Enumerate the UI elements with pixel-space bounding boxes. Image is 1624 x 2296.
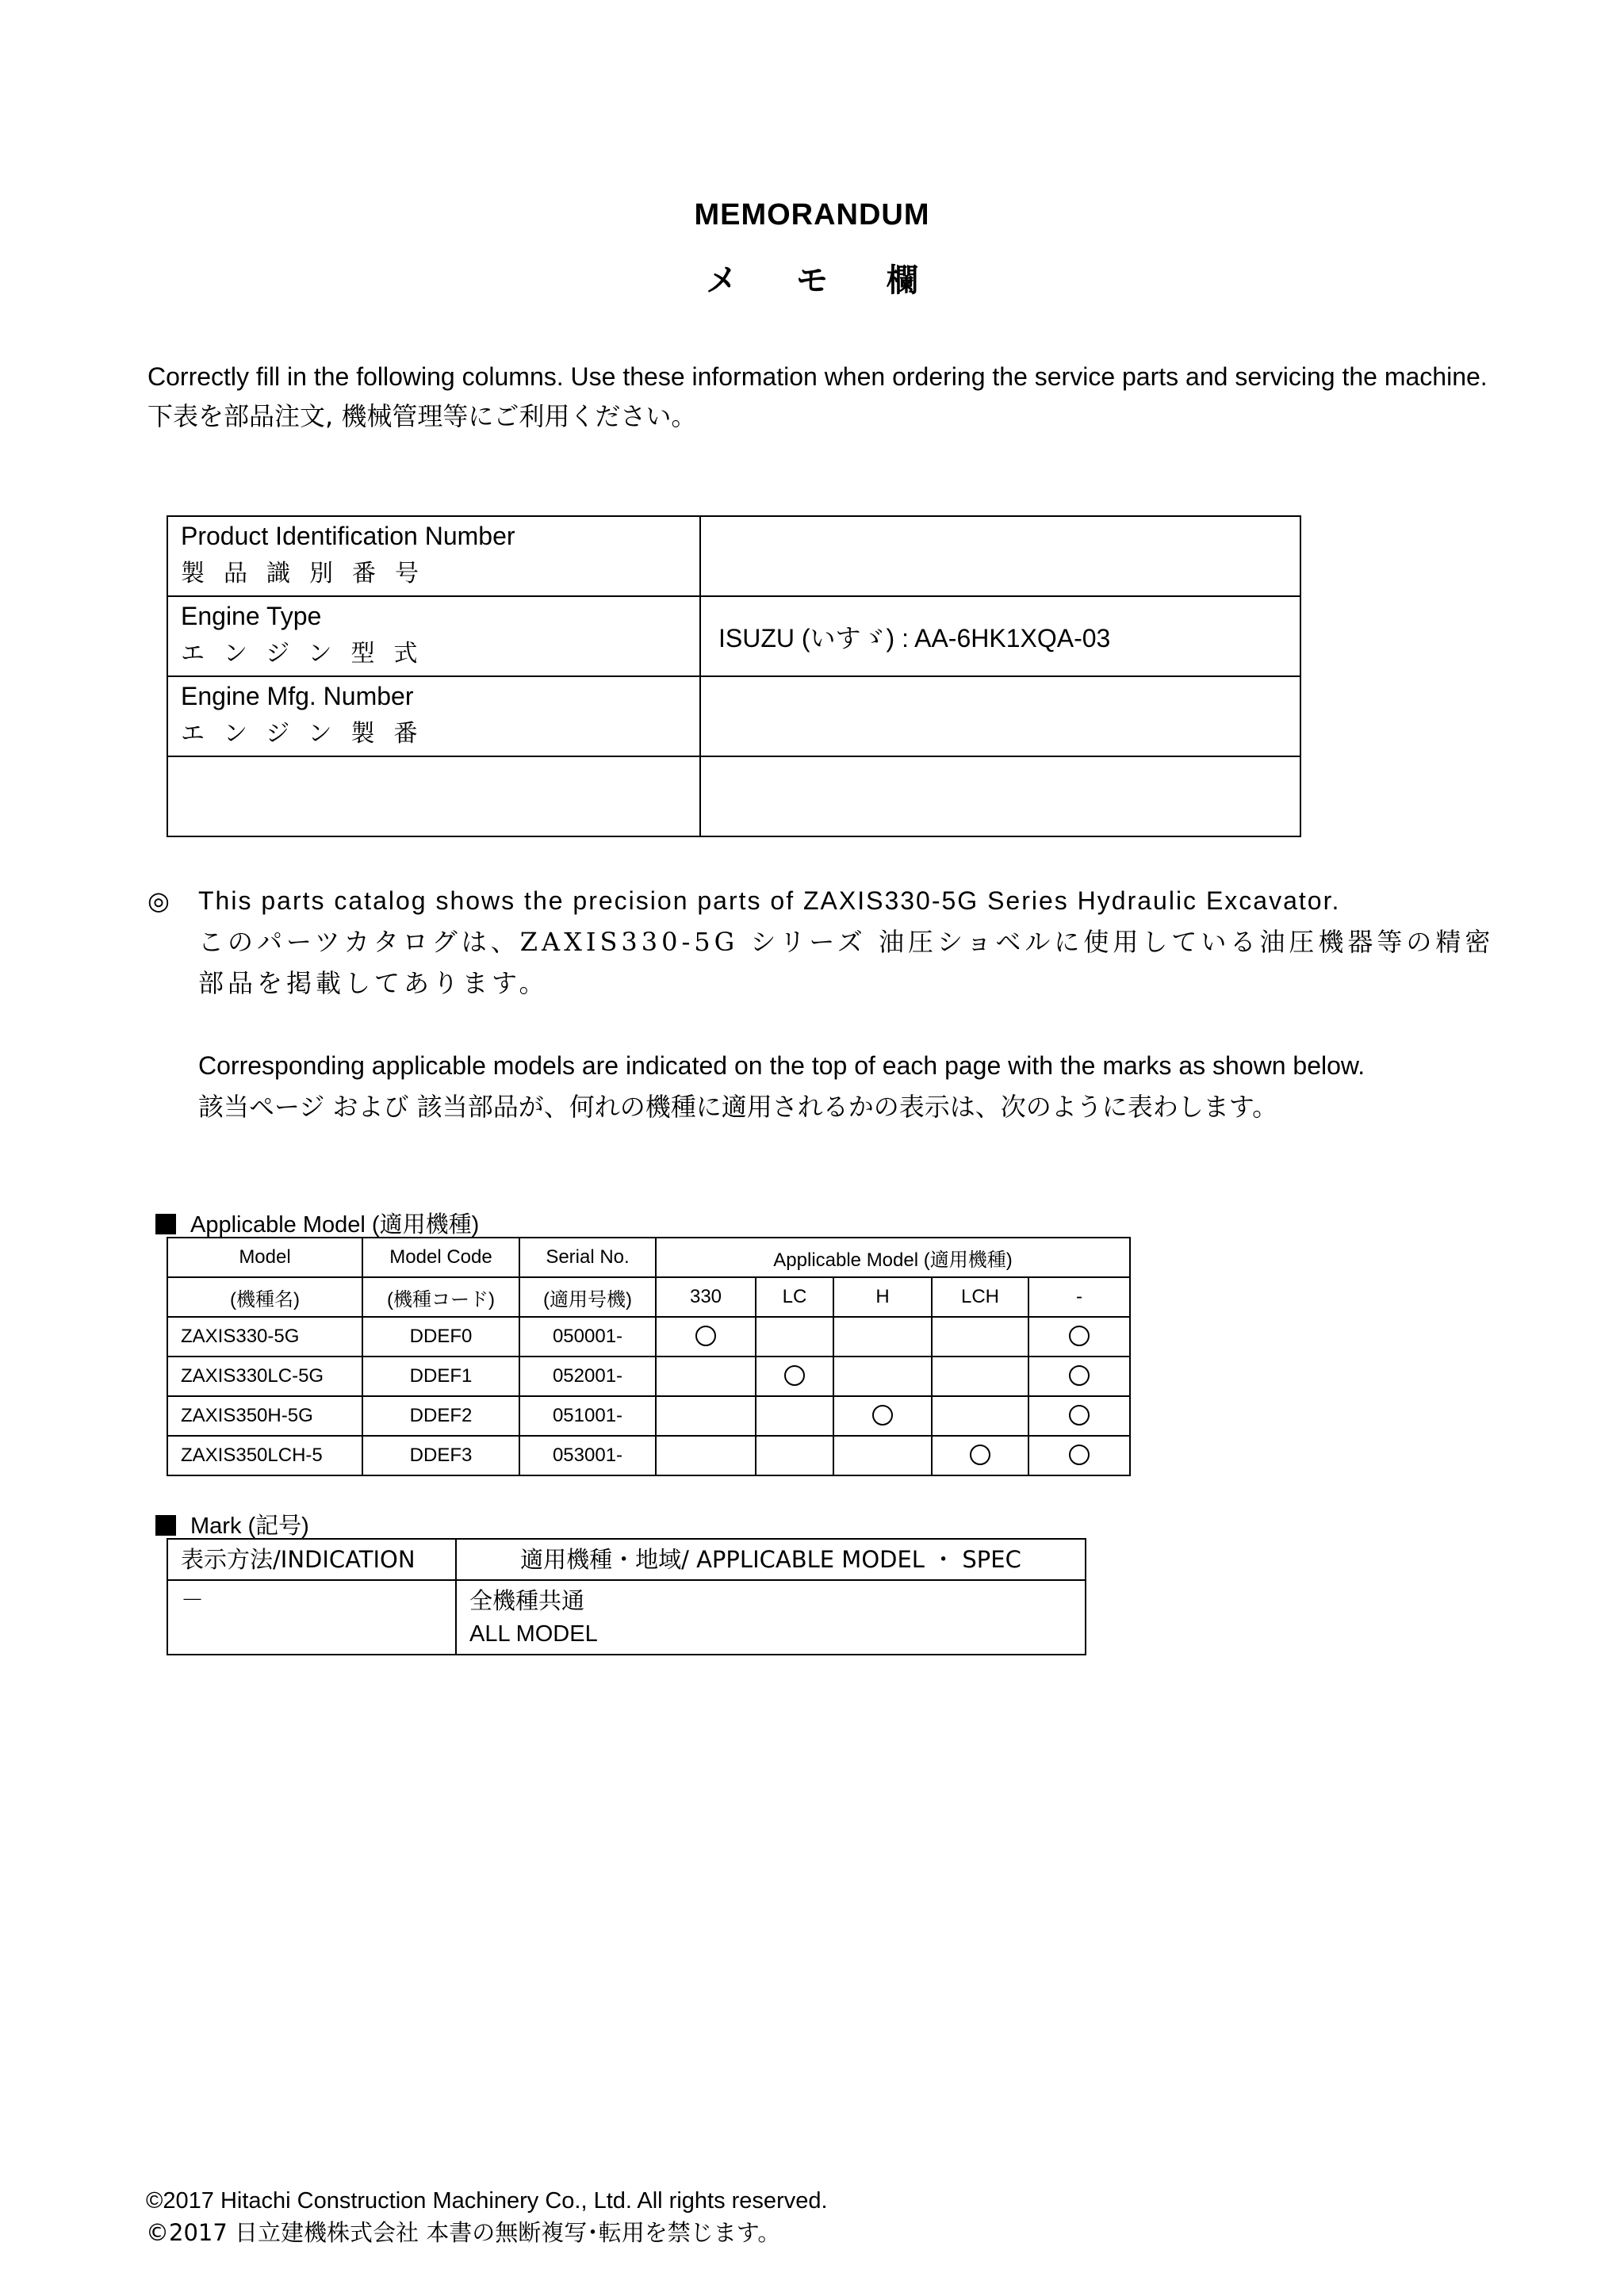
blank-label [167,756,700,836]
circle-mark-icon [970,1445,990,1465]
heading-text: Applicable Model (適用機種) [190,1212,480,1238]
col-code: Model Code [362,1238,519,1277]
cell-mark [1028,1396,1130,1436]
product-id-label [167,516,700,596]
product-id-value[interactable] [700,516,1300,596]
cell-serial: 051001- [519,1396,656,1436]
col-applicable: 適用機種・地域/ APPLICABLE MODEL ・ SPEC [456,1539,1086,1580]
circle-mark-icon [1069,1365,1090,1386]
col-model: Model [167,1238,362,1277]
table-row [167,1580,1086,1655]
cell-code: DDEF1 [362,1357,519,1396]
note-line1-en [147,880,1511,921]
circle-mark-icon [1069,1405,1090,1425]
table-row [167,1357,1130,1396]
cell-mark [932,1357,1028,1396]
cell-mark [656,1396,756,1436]
label-jp: エンジン型式 [181,640,437,668]
label-jp: 製品識別番号 [181,560,438,587]
cell-serial: 052001- [519,1357,656,1396]
circle-mark-icon [1069,1326,1090,1346]
catalog-notes [147,880,1511,1127]
identification-table [167,515,1301,837]
engine-type-label [167,596,700,676]
table-row [167,1317,1130,1357]
col-serial-jp: (適用号機) [519,1277,656,1317]
mark-heading [155,1508,309,1540]
table-row [167,1436,1130,1475]
cell-mark [1028,1317,1130,1357]
col-model-jp: (機種名) [167,1277,362,1317]
cell-mark [656,1317,756,1357]
cell-model: ZAXIS350H-5G [167,1396,362,1436]
page-title: MEMORANDUM [694,198,930,232]
mark-table [167,1538,1086,1655]
table-row [167,676,1300,756]
cell-mark [833,1357,932,1396]
note-line2-en: Corresponding applicable models are indicated on the top of each page with the marks as shown below. [198,1051,1365,1080]
cell-mark [1028,1357,1130,1396]
square-bullet-icon [155,1214,176,1234]
cell-mark [756,1317,833,1357]
label-jp: エンジン製番 [181,720,437,748]
col-applicable: Applicable Model (適用機種) [656,1238,1130,1277]
cell-mark [756,1436,833,1475]
circle-mark-icon [1069,1445,1090,1465]
cell-model: ZAXIS330LC-5G [167,1357,362,1396]
heading-text: Mark (記号) [190,1513,309,1539]
cell-mark [756,1396,833,1436]
cell-mark [1028,1436,1130,1475]
engine-type-value[interactable]: ISUZU (いすゞ) : AA-6HK1XQA-03 [700,596,1300,676]
applicable-model-table [167,1237,1131,1476]
cell-mark [656,1357,756,1396]
cell-mark [932,1396,1028,1436]
note-line1-jp: このパーツカタログは、ZAXIS330-5G シリーズ 油圧ショベルに使用している油圧機器等の精密部品を掲載してあります。 [198,927,1495,998]
copyright-footer [146,2185,828,2248]
col-serial: Serial No. [519,1238,656,1277]
col-330: 330 [656,1277,756,1317]
cell-mark [932,1317,1028,1357]
table-row [167,516,1300,596]
page-title-jp: メ モ 欄 [706,262,918,299]
table-header-row [167,1238,1130,1277]
col-lch: LCH [932,1277,1028,1317]
copyright-jp: ©2017 日立建機株式会社 本書の無断複写･転用を禁じます。 [146,2219,781,2246]
col-code-jp: (機種コード) [362,1277,519,1317]
cell-mark [656,1436,756,1475]
cell-mark [756,1357,833,1396]
table-header-row [167,1539,1086,1580]
intro-text [147,357,1496,436]
col-lc: LC [756,1277,833,1317]
applicable-jp: 全機種共通 [469,1587,585,1614]
circle-mark-icon [695,1326,716,1346]
cell-mark [833,1317,932,1357]
applicable-en: ALL MODEL [469,1621,598,1647]
cell-mark [833,1436,932,1475]
cell-code: DDEF3 [362,1436,519,1475]
blank-value[interactable] [700,756,1300,836]
table-row [167,1396,1130,1436]
table-header-row [167,1277,1130,1317]
intro-en: Correctly fill in the following columns. Use these information when ordering the service parts and servicing the machine. [147,362,1488,391]
label-en: Product Identification Number [181,522,515,550]
square-bullet-icon [155,1515,176,1536]
cell-serial: 053001- [519,1436,656,1475]
table-row [167,596,1300,676]
note-text: This parts catalog shows the precision parts of ZAXIS330-5G Series Hydraulic Excavator. [198,886,1341,915]
col-indication: 表示方法/INDICATION [167,1539,456,1580]
cell-applicable [456,1580,1086,1655]
copyright-en: ©2017 Hitachi Construction Machinery Co., Ltd. All rights reserved. [146,2188,828,2214]
cell-model: ZAXIS330-5G [167,1317,362,1357]
cell-mark [833,1396,932,1436]
applicable-model-heading [155,1207,479,1239]
note-line2-jp: 該当ページ および 該当部品が、何れの機種に適用されるかの表示は、次のように表わします。 [198,1092,1278,1122]
col-dash: - [1028,1277,1130,1317]
engine-mfg-value[interactable] [700,676,1300,756]
col-h: H [833,1277,932,1317]
label-en: Engine Mfg. Number [181,682,414,710]
circle-mark-icon [872,1405,893,1425]
table-row [167,756,1300,836]
cell-code: DDEF2 [362,1396,519,1436]
note-symbol: ◎ [147,886,171,915]
engine-mfg-label [167,676,700,756]
cell-indication: － [167,1580,456,1655]
cell-code: DDEF0 [362,1317,519,1357]
cell-model: ZAXIS350LCH-5 [167,1436,362,1475]
intro-jp: 下表を部品注文, 機械管理等にご利用ください。 [147,401,697,431]
cell-serial: 050001- [519,1317,656,1357]
label-en: Engine Type [181,602,322,630]
cell-mark [932,1436,1028,1475]
circle-mark-icon [784,1365,805,1386]
